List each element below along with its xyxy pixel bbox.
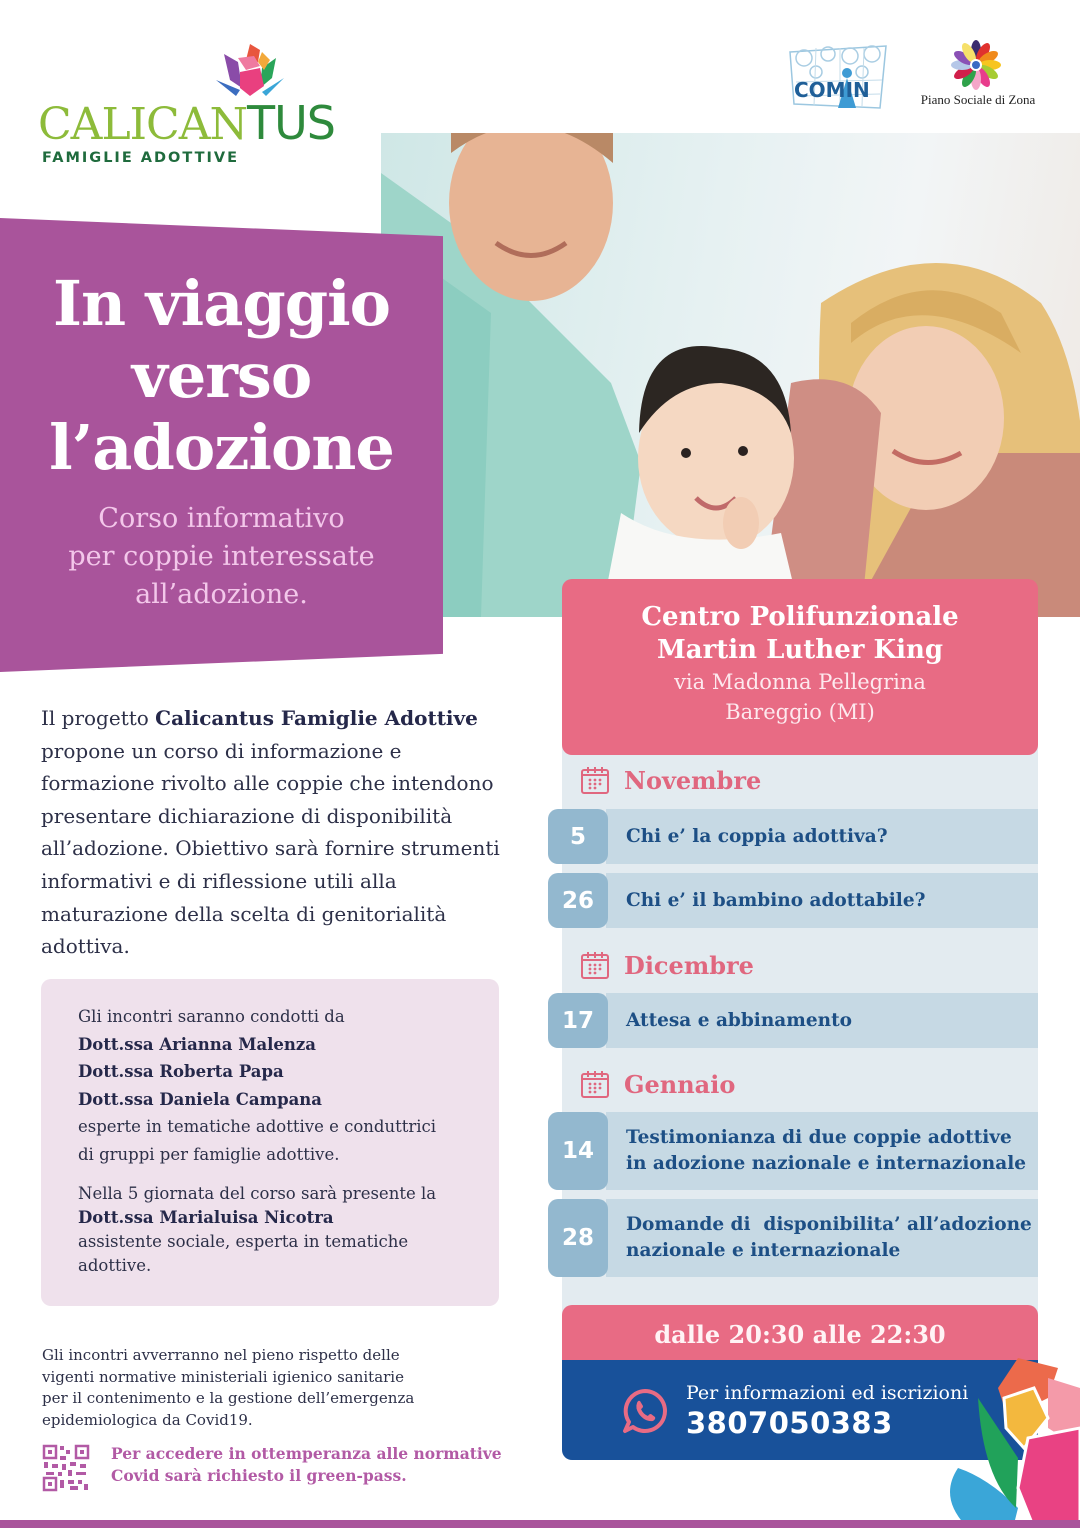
conductor-name: Dott.ssa Arianna Malenza — [78, 1034, 316, 1054]
time-banner: dalle 20:30 alle 22:30 — [562, 1305, 1038, 1363]
event-day: 28 — [548, 1199, 608, 1277]
guest-role: assistente sociale, esperta in tematiche — [78, 1232, 409, 1251]
logo-subtitle: FAMIGLIE ADOTTIVE — [42, 150, 239, 166]
event-title: Testimonianza di due coppie adottive in adozione nazionale e internazionale — [626, 1127, 1026, 1174]
month-heading-novembre: Novembre — [580, 760, 761, 800]
venue-address: via Madonna Pellegrina — [674, 670, 926, 694]
psz-flower-icon — [948, 38, 1004, 92]
event-row — [548, 809, 1038, 864]
event-title: Attesa e abbinamento — [626, 1009, 852, 1031]
page-title: In viaggio verso l’adozione — [49, 267, 394, 484]
venue-card — [562, 579, 1038, 755]
venue-name: Centro Polifunzionale — [641, 602, 959, 632]
event-row — [548, 873, 1038, 928]
calendar-icon — [580, 950, 610, 980]
calicantus-logo — [38, 38, 335, 168]
event-row — [548, 1199, 1038, 1277]
conductors-role: di gruppi per famiglie adottive. — [78, 1144, 340, 1164]
calendar-icon — [580, 1069, 610, 1099]
event-row — [548, 1112, 1038, 1190]
page-subtitle: Corso informativo per coppie interessate all’adozione. — [68, 503, 375, 610]
conductor-name: Dott.ssa Roberta Papa — [78, 1062, 284, 1081]
event-day: 5 — [548, 809, 608, 864]
lotus-flower-icon — [938, 1358, 1080, 1528]
guest-role: adottive. — [78, 1256, 152, 1275]
month-heading-gennaio: Gennaio — [580, 1064, 735, 1104]
family-photo — [381, 133, 1080, 617]
logo-wordmark: CALICANTUS — [38, 96, 335, 150]
comin-wordmark: COMIN — [794, 78, 870, 102]
conductors-box — [41, 979, 499, 1306]
footer-bar — [0, 1520, 1080, 1528]
contact-label: Per informazioni ed iscrizioni — [686, 1382, 969, 1404]
psz-wordmark: Piano Sociale di Zona — [920, 92, 1036, 107]
event-day: 14 — [548, 1112, 608, 1190]
intro-paragraph: Il progetto Calicantus Famiglie Adottive propone un corso di informazione e formazione rivolto alle coppie che intendono presentare dichiarazione di disponibilità all’adozione. Obiettivo sarà fornire strumenti informativi e di riflessione utili alla maturazione della scelta di genitorialità adottiva. — [41, 706, 500, 959]
conductors-lead: Gli incontri saranno condotti da — [78, 1007, 345, 1026]
venue-name: Martin Luther King — [656, 635, 944, 665]
event-title: Chi e’ il bambino adottabile? — [626, 889, 926, 911]
guest-name: Dott.ssa Marialuisa Nicotra — [78, 1208, 334, 1227]
qr-code-icon — [42, 1444, 90, 1492]
venue-city: Bareggio (MI) — [725, 700, 875, 724]
comin-logo — [786, 42, 890, 112]
conductors-role: esperte in tematiche adottive e conduttrici — [78, 1117, 437, 1136]
contact-phone[interactable]: 3807050383 — [686, 1406, 893, 1440]
greenpass-note: Per accedere in ottemperanza alle normative Covid sarà richiesto il green-pass. — [111, 1444, 502, 1485]
event-row — [548, 993, 1038, 1048]
project-name: Calicantus Famiglie Adottive — [155, 706, 478, 730]
event-day: 17 — [548, 993, 608, 1048]
month-heading-dicembre: Dicembre — [580, 945, 754, 985]
guest-lead: Nella 5 giornata del corso sarà presente la — [78, 1184, 437, 1203]
calendar-icon — [580, 765, 610, 795]
covid-note: Gli incontri avverranno nel pieno rispetto delle vigenti normative ministeriali igienico sanitarie per il contenimento e la gestione dell’emergenza epidemiologica da Covid19. — [42, 1346, 415, 1429]
whatsapp-icon[interactable] — [620, 1386, 670, 1436]
event-title: Domande di disponibilita’ all’adozione nazionale e internazionale — [626, 1214, 1032, 1261]
conductor-name: Dott.ssa Daniela Campana — [78, 1089, 322, 1109]
lotus-flower-icon — [210, 40, 290, 104]
family-photo-illustration — [381, 133, 1080, 617]
piano-sociale-logo — [908, 38, 1048, 118]
event-day: 26 — [548, 873, 608, 928]
event-title: Chi e’ la coppia adottiva? — [626, 825, 888, 847]
